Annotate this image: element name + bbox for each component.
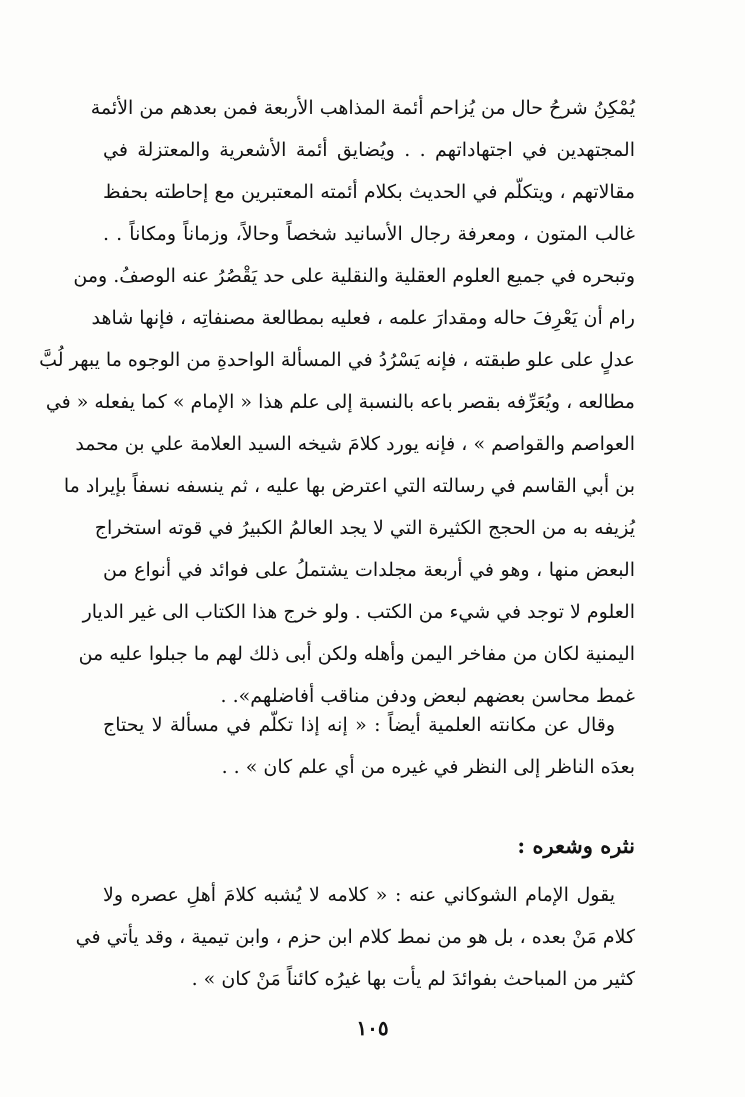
- paragraph-scholarly-status: [103, 704, 635, 788]
- text-line: كثير من المباحث بفوائدَ لم يأت بها غيرُه كائناً مَنْ كان » .: [191, 968, 635, 990]
- text-line: عدلٍ على علو طبقته ، فإنه يَسْرُدُ في المسألة الواحدةِ من الوجوه ما يبهر لُبَّ: [39, 349, 635, 371]
- text-line: العواصم والقواصم » ، فإنه يورد كلامَ شيخه السيد العلامة علي بن محمد: [75, 433, 635, 455]
- text-line: يقول الإمام الشوكاني عنه : « كلامه لا يُشبه كلامَ أهلِ عصره ولا: [103, 884, 615, 906]
- text-line: مقالاتهم ، ويتكلّم في الحديث بكلام أئمته المعتبرين مع إحاطته بحفظ: [103, 181, 635, 203]
- text-line: كلام مَنْ بعده ، بل هو من نمط كلام ابن حزم ، وابن تيمية ، وقد يأتي في: [75, 926, 635, 948]
- text-line: مطالعه ، ويُعَرِّفه بقصر باعه بالنسبة إلى علم هذا « الإمام » كما يفعله « في: [45, 391, 635, 413]
- text-line: البعض منها ، وهو في أربعة مجلدات يشتملُ على فوائد في أنواع من: [103, 559, 635, 581]
- text-line: غمط محاسن بعضهم لبعض ودفن مناقب أفاضلهم». .: [220, 685, 635, 707]
- text-line: العلوم لا توجد في شيء من الكتب . ولو خرج هذا الكتاب الى غير الديار: [82, 601, 635, 623]
- page-number: ١٠٥: [356, 1016, 389, 1040]
- text-line: يُمْكِنُ شرحُ حال من يُزاحم أئمة المذاهب الأربعة فمن بعدهم من الأئمة: [90, 97, 635, 119]
- section-heading: نثره وشعره :: [517, 833, 635, 858]
- paragraph-biography: [39, 87, 635, 717]
- text-line: اليمنية لكان من مفاخر اليمن وأهله ولكن أبى ذلك لهم ما جبلوا عليه من: [78, 643, 635, 665]
- text-line: غالب المتون ، ومعرفة رجال الأسانيد شخصاً وحالاً، وزماناً ومكاناً . .: [103, 223, 635, 245]
- text-line: بن أبي القاسم في رسالته التي اعترض بها عليه ، ثم ينسفه نسفاً بإيراد ما: [63, 475, 635, 497]
- text-line: وقال عن مكانته العلمية أيضاً : « إنه إذا تكلّم في مسألة لا يحتاج: [103, 714, 615, 736]
- paragraph-prose-and-poetry: [75, 874, 635, 1000]
- text-line: رام أن يَعْرِفَ حاله ومقدارَ علمه ، فعليه بمطالعة مصنفاتِه ، فإنها شاهد: [91, 307, 635, 329]
- text-line: يُزيفه به من الحجج الكثيرة التي لا يجد العالمُ الكبيرُ في قوته استخراج: [94, 517, 635, 539]
- text-line: بعدَه الناظر إلى النظر في غيره من أي علم كان » . .: [221, 756, 635, 778]
- text-line: المجتهدين في اجتهاداتهم . . ويُضايق أئمة الأشعرية والمعتزلة في: [103, 139, 635, 161]
- text-line: وتبحره في جميع العلوم العقلية والنقلية على حد يَقْصُرُ عنه الوصفُ. ومن: [73, 265, 635, 287]
